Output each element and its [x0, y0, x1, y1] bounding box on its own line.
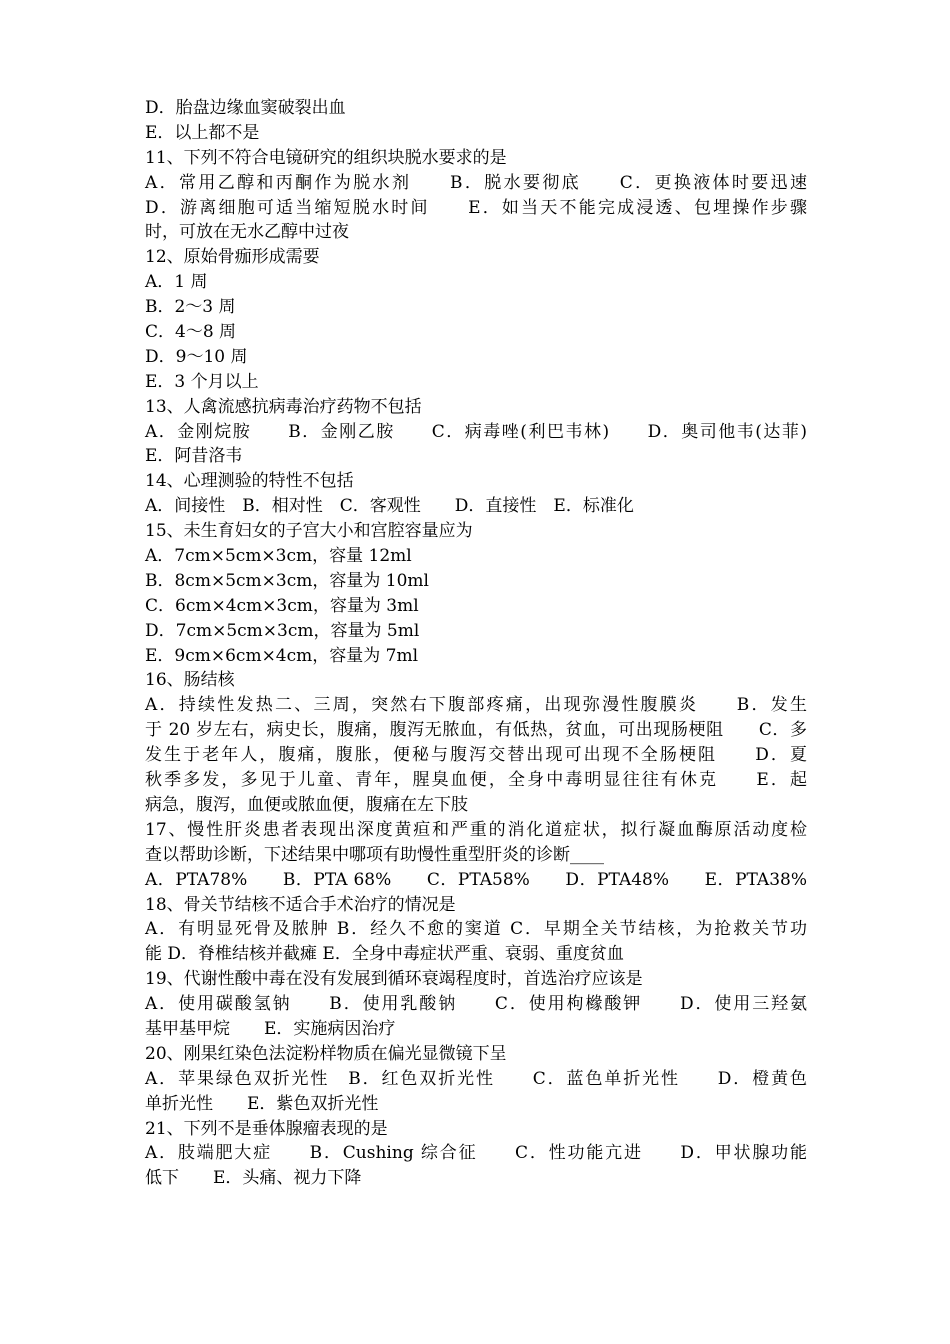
- text-line: 16、肠结核: [145, 670, 235, 691]
- text-line: 秋季多发，多见于儿童、青年，腥臭血便，全身中毒明显往往有休克 E．起: [145, 770, 807, 791]
- document-page: [145, 96, 807, 1191]
- text-line: E．阿昔洛韦: [145, 446, 243, 467]
- text-line: E．以上都不是: [145, 122, 260, 143]
- text-line: 于 20 岁左右，病史长，腹痛，腹泻无脓血，有低热，贫血，可出现肠梗阻 C．多: [145, 720, 807, 741]
- text-line: 20、刚果红染色法淀粉样物质在偏光显微镜下呈: [145, 1043, 507, 1064]
- text-line: A．1 周: [145, 272, 208, 293]
- text-line: 14、心理测验的特性不包括: [145, 471, 354, 492]
- text-line: A．有明显死骨及脓肿 B．经久不愈的窦道 C．早期全关节结核，为抢救关节功: [145, 919, 807, 940]
- text-line: 病急，腹泻，血便或脓血便，腹痛在左下肢: [145, 794, 468, 815]
- text-line: 11、下列不符合电镜研究的组织块脱水要求的是: [145, 147, 507, 168]
- text-line: D．游离细胞可适当缩短脱水时间 E．如当天不能完成浸透、包埋操作步骤: [145, 197, 807, 218]
- text-line: 基甲基甲烷 E．实施病因治疗: [145, 1018, 396, 1039]
- text-line: A．使用碳酸氢钠 B．使用乳酸钠 C．使用枸橼酸钾 D．使用三羟氨: [145, 994, 807, 1015]
- text-line: A．间接性 B．相对性 C．客观性 D．直接性 E．标准化: [145, 496, 634, 517]
- text-line: A．苹果绿色双折光性 B．红色双折光性 C．蓝色单折光性 D．橙黄色: [145, 1068, 807, 1089]
- text-line: E．3 个月以上: [145, 371, 259, 392]
- text-line: A．7cm×5cm×3cm，容量 12ml: [145, 546, 412, 567]
- text-line: 低下 E．头痛、视力下降: [145, 1168, 362, 1189]
- text-line: D．胎盘边缘血窦破裂出血: [145, 98, 346, 118]
- text-line: A．常用乙醇和丙酮作为脱水剂 B．脱水要彻底 C．更换液体时要迅速: [145, 172, 807, 193]
- text-line: A．PTA78% B．PTA 68% C．PTA58% D．PTA48% E．PTA38%: [145, 869, 807, 890]
- text-line: 12、原始骨痂形成需要: [145, 247, 320, 268]
- text-line: D．7cm×5cm×3cm，容量为 5ml: [145, 620, 420, 641]
- text-line: 查以帮助诊断，下述结果中哪项有助慢性重型肝炎的诊断____: [145, 844, 604, 865]
- text-line: 21、下列不是垂体腺瘤表现的是: [145, 1118, 388, 1139]
- text-line: 发生于老年人，腹痛，腹胀，便秘与腹泻交替出现可出现不全肠梗阻 D．夏: [145, 745, 807, 766]
- text-line: 18、骨关节结核不适合手术治疗的情况是: [145, 894, 456, 915]
- text-line: 15、未生育妇女的子宫大小和宫腔容量应为: [145, 521, 473, 542]
- text-line: 13、人禽流感抗病毒治疗药物不包括: [145, 396, 422, 417]
- text-line: B．8cm×5cm×3cm，容量为 10ml: [145, 570, 429, 591]
- text-line: A．肢端肥大症 B．Cushing 综合征 C．性功能亢进 D．甲状腺功能: [145, 1143, 807, 1164]
- text-line: 单折光性 E．紫色双折光性: [145, 1093, 379, 1114]
- text-line: C．6cm×4cm×3cm，容量为 3ml: [145, 595, 419, 616]
- text-line: A．金刚烷胺 B．金刚乙胺 C．病毒唑(利巴韦林) D．奥司他韦(达菲): [145, 421, 807, 442]
- text-line: A．持续性发热二、三周，突然右下腹部疼痛，出现弥漫性腹膜炎 B．发生: [145, 695, 807, 716]
- text-line: 19、代谢性酸中毒在没有发展到循环衰竭程度时，首选治疗应该是: [145, 969, 643, 990]
- text-line: D．9～10 周: [145, 346, 248, 367]
- text-line: E．9cm×6cm×4cm，容量为 7ml: [145, 645, 419, 666]
- text-line: C．4～8 周: [145, 322, 237, 343]
- text-line: 时，可放在无水乙醇中过夜: [145, 222, 349, 243]
- text-line: 能 D．脊椎结核并截瘫 E．全身中毒症状严重、衰弱、重度贫血: [145, 944, 624, 965]
- text-line: 17、慢性肝炎患者表现出深度黄疸和严重的消化道症状，拟行凝血酶原活动度检: [145, 819, 807, 840]
- text-line: B．2～3 周: [145, 297, 236, 318]
